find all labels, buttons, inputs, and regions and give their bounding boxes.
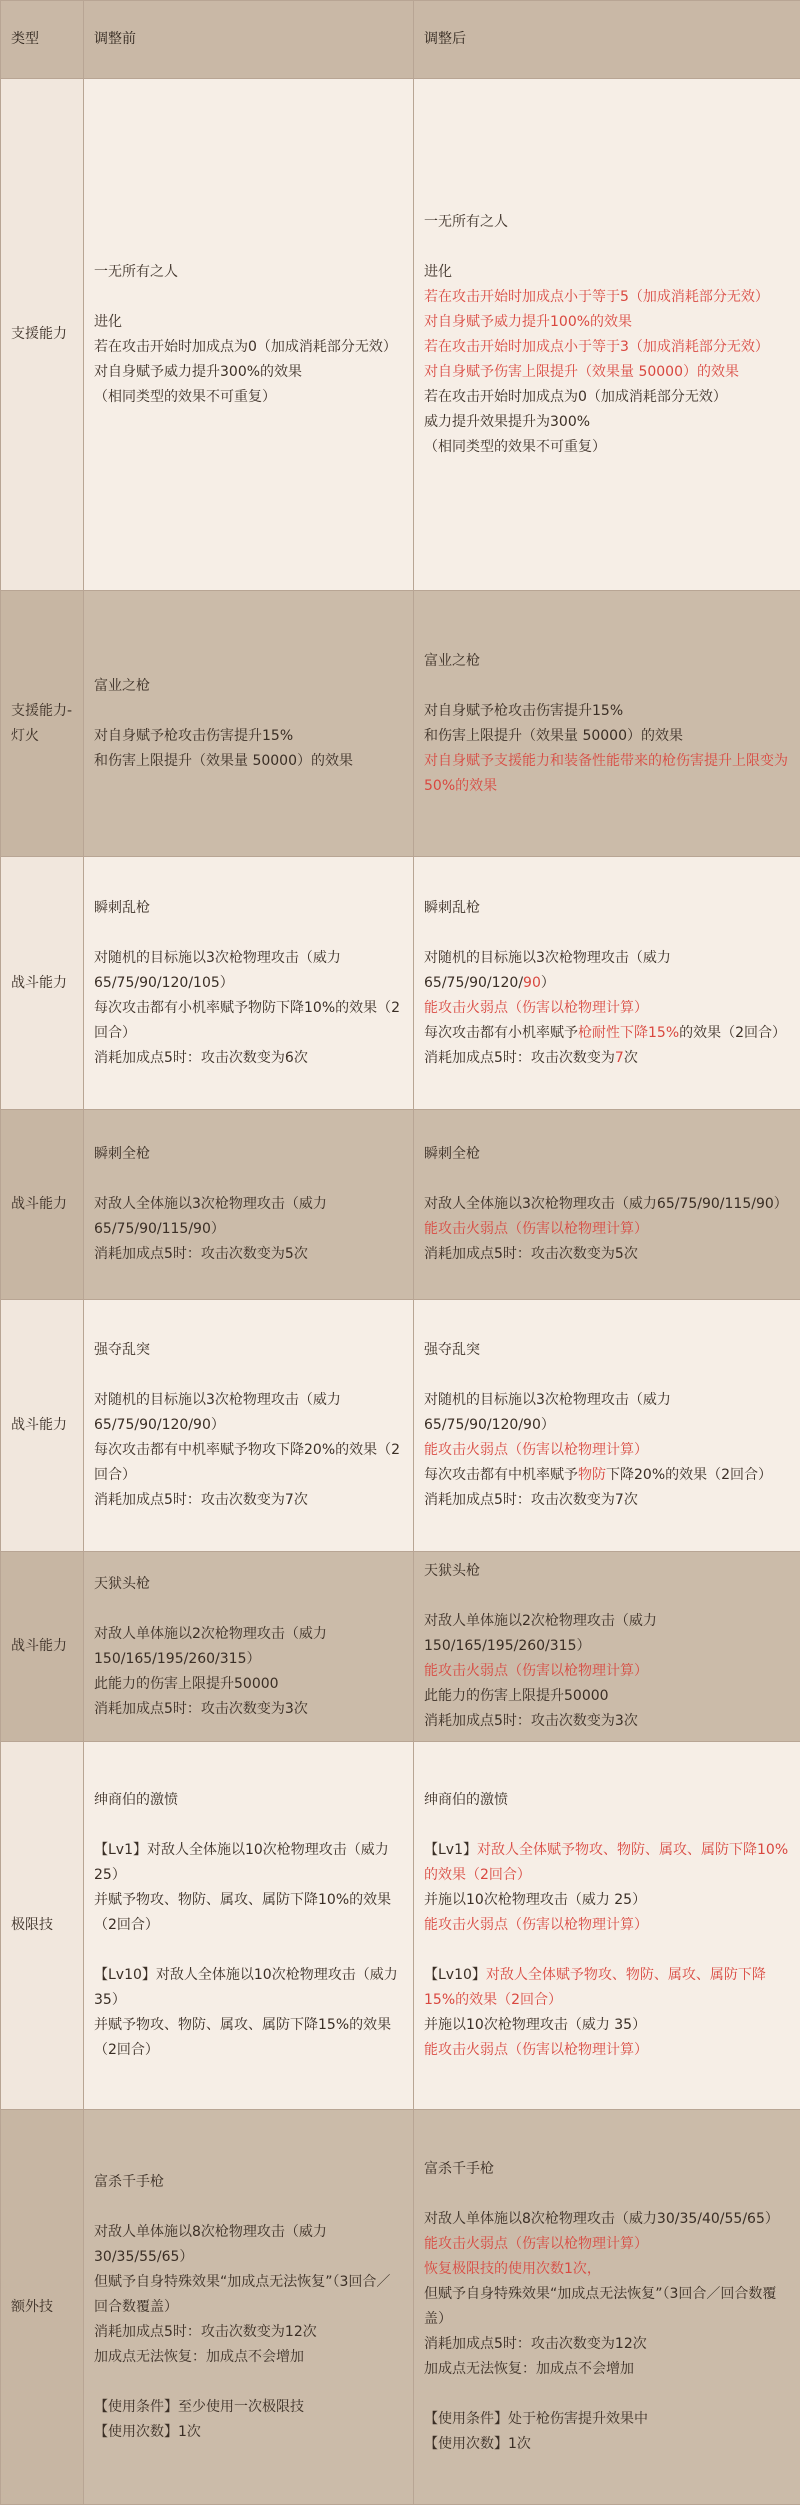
segment: 富杀千手枪	[424, 2161, 494, 2177]
table-row	[1, 1110, 800, 1300]
line	[424, 1963, 790, 2013]
segment: 【Lv10】	[424, 1967, 486, 1983]
line: 对自身赋予威力提升300%的效果	[94, 360, 403, 385]
after-cell	[414, 591, 800, 857]
line: 每次攻击都有小机率赋予物防下降10%的效果（2回合）	[94, 996, 403, 1046]
line	[424, 1463, 790, 1488]
segment: 【Lv1】	[424, 1842, 477, 1858]
line-changed: 对自身赋予伤害上限提升（效果量 50000）的效果	[424, 360, 790, 385]
before-cell	[84, 591, 414, 857]
line: 威力提升效果提升为300%	[424, 410, 790, 435]
line	[424, 2282, 790, 2332]
line	[424, 1659, 790, 1684]
line: 消耗加成点5时：攻击次数变为6次	[94, 1046, 403, 1071]
line	[424, 1788, 790, 1813]
line: 【使用条件】至少使用一次极限技	[94, 2395, 403, 2420]
line: 对敌人全体施以3次枪物理攻击（威力65/75/90/115/90）	[94, 1192, 403, 1242]
line-blank	[94, 1167, 403, 1192]
segment-changed: 能攻击火弱点（伤害以枪物理计算）	[424, 1000, 648, 1016]
line: 富杀千手枪	[94, 2170, 403, 2195]
line	[424, 1559, 790, 1584]
segment-changed: 能攻击火弱点（伤害以枪物理计算）	[424, 2236, 648, 2252]
line: 消耗加成点5时：攻击次数变为7次	[94, 1488, 403, 1513]
line	[424, 1888, 790, 1913]
line-blank	[94, 2370, 403, 2395]
segment: 每次攻击都有中机率赋予	[424, 1467, 578, 1483]
line: 瞬刺全枪	[94, 1142, 403, 1167]
line	[424, 1838, 790, 1888]
after-cell	[414, 1552, 800, 1742]
header-after: 调整后	[414, 1, 800, 79]
segment: 消耗加成点5时：攻击次数变为3次	[424, 1713, 638, 1729]
segment: 并施以10次枪物理攻击（威力 25）	[424, 1892, 646, 1908]
before-cell	[84, 1552, 414, 1742]
after-cell	[414, 857, 800, 1110]
line: 进化	[94, 310, 403, 335]
header-type: 类型	[1, 1, 84, 79]
line: 若在攻击开始时加成点为0（加成消耗部分无效）	[424, 385, 790, 410]
after-cell	[414, 79, 800, 591]
segment-changed: 90	[523, 975, 541, 991]
line	[424, 2357, 790, 2382]
line	[424, 1388, 790, 1438]
line: 若在攻击开始时加成点为0（加成消耗部分无效）	[94, 335, 403, 360]
line	[424, 1217, 790, 1242]
line	[424, 1684, 790, 1709]
line-blank	[94, 1813, 403, 1838]
line-blank	[424, 1813, 790, 1838]
line-blank	[424, 921, 790, 946]
line: 消耗加成点5时：攻击次数变为3次	[94, 1697, 403, 1722]
line-changed: 对自身赋予威力提升100%的效果	[424, 310, 790, 335]
line: 一无所有之人	[424, 210, 790, 235]
line: 富业之枪	[94, 674, 403, 699]
table-row	[1, 1742, 800, 2110]
line	[424, 2038, 790, 2063]
segment-changed: 能攻击火弱点（伤害以枪物理计算）	[424, 1917, 648, 1933]
before-cell	[84, 857, 414, 1110]
line	[424, 996, 790, 1021]
line	[424, 2407, 790, 2432]
segment: 次	[624, 1050, 638, 1066]
after-cell	[414, 1110, 800, 1300]
segment: 对敌人全体施以3次枪物理攻击（威力65/75/90/115/90）	[424, 1196, 788, 1212]
segment: 下降20%的效果（2回合）	[606, 1467, 772, 1483]
table-row	[1, 1552, 800, 1742]
line: 【Lv1】对敌人全体施以10次枪物理攻击（威力 25）	[94, 1838, 403, 1888]
table-row	[1, 79, 800, 591]
segment-changed: 对敌人全体赋予物攻、物防、属攻、属防下降15%的效果（2回合）	[424, 1967, 766, 2008]
line-blank	[424, 2382, 790, 2407]
line	[424, 2432, 790, 2457]
line-blank	[94, 285, 403, 310]
line-changed: 对自身赋予支援能力和装备性能带来的枪伤害提升上限变为50%的效果	[424, 749, 790, 799]
before-cell	[84, 2110, 414, 2505]
line: 每次攻击都有中机率赋予物攻下降20%的效果（2回合）	[94, 1438, 403, 1488]
segment-changed: 物防	[578, 1467, 606, 1483]
segment: 但赋予自身特殊效果“加成点无法恢复”（3回合／回合数覆盖）	[424, 2286, 776, 2327]
segment-changed: 恢复极限技的使用次数1次，	[424, 2261, 601, 2277]
segment: 【使用条件】处于枪伤害提升效果中	[424, 2411, 648, 2427]
segment: 此能力的伤害上限提升50000	[424, 1688, 609, 1704]
segment: 天狱头枪	[424, 1563, 480, 1579]
segment: 每次攻击都有小机率赋予	[424, 1025, 578, 1041]
line	[424, 946, 790, 996]
segment: 对敌人单体施以8次枪物理攻击（威力30/35/40/55/65）	[424, 2211, 779, 2227]
line: 绅商伯的激愤	[94, 1788, 403, 1813]
line	[424, 1021, 790, 1046]
segment: ）	[541, 975, 555, 991]
line: 并赋予物攻、物防、属攻、属防下降10%的效果（2回合）	[94, 1888, 403, 1938]
line-blank	[94, 699, 403, 724]
before-cell	[84, 1300, 414, 1552]
line: 对随机的目标施以3次枪物理攻击（威力65/75/90/120/90）	[94, 1388, 403, 1438]
line: 强夺乱突	[94, 1338, 403, 1363]
segment-changed: 能攻击火弱点（伤害以枪物理计算）	[424, 1442, 648, 1458]
line: 一无所有之人	[94, 260, 403, 285]
line	[424, 2232, 790, 2257]
line: 对敌人单体施以8次枪物理攻击（威力30/35/55/65）	[94, 2220, 403, 2270]
table-row	[1, 2110, 800, 2505]
line-changed: 若在攻击开始时加成点小于等于3（加成消耗部分无效）	[424, 335, 790, 360]
line: 瞬刺乱枪	[94, 896, 403, 921]
segment: 的效果（2回合）	[679, 1025, 786, 1041]
line: 对随机的目标施以3次枪物理攻击（威力65/75/90/120/105）	[94, 946, 403, 996]
table-row	[1, 1300, 800, 1552]
segment: 加成点无法恢复：加成点不会增加	[424, 2361, 634, 2377]
segment: 消耗加成点5时：攻击次数变为	[424, 1050, 615, 1066]
type-cell: 战斗能力	[1, 1300, 84, 1552]
segment-changed: 能攻击火弱点（伤害以枪物理计算）	[424, 1663, 648, 1679]
line: 天狱头枪	[94, 1572, 403, 1597]
segment: 【使用次数】1次	[424, 2436, 531, 2452]
line-blank	[424, 1584, 790, 1609]
type-cell: 额外技	[1, 2110, 84, 2505]
line: 进化	[424, 260, 790, 285]
table-row	[1, 591, 800, 857]
line-changed: 若在攻击开始时加成点小于等于5（加成消耗部分无效）	[424, 285, 790, 310]
line-blank	[94, 921, 403, 946]
segment: 对随机的目标施以3次枪物理攻击（威力65/75/90/120/	[424, 950, 671, 991]
line: 【使用次数】1次	[94, 2420, 403, 2445]
line: 对敌人单体施以2次枪物理攻击（威力150/165/195/260/315）	[94, 1622, 403, 1672]
segment-changed: 能攻击火弱点（伤害以枪物理计算）	[424, 1221, 648, 1237]
segment-changed: 7	[615, 1050, 624, 1066]
header-before: 调整前	[84, 1, 414, 79]
line	[424, 1438, 790, 1463]
line: 对自身赋予枪攻击伤害提升15%	[94, 724, 403, 749]
segment-changed: 对敌人全体赋予物攻、物防、属攻、属防下降10%的效果（2回合）	[424, 1842, 788, 1883]
line: 富业之枪	[424, 649, 790, 674]
line-blank	[94, 1597, 403, 1622]
line	[424, 1142, 790, 1167]
segment-changed: 枪耐性下降15%	[578, 1025, 679, 1041]
line-blank	[94, 2195, 403, 2220]
line: 消耗加成点5时：攻击次数变为12次	[94, 2320, 403, 2345]
line: 和伤害上限提升（效果量 50000）的效果	[94, 749, 403, 774]
line	[424, 1046, 790, 1071]
line	[424, 2332, 790, 2357]
after-cell	[414, 1300, 800, 1552]
line	[424, 1242, 790, 1267]
line: 并赋予物攻、物防、属攻、属防下降15%的效果（2回合）	[94, 2013, 403, 2063]
type-cell: 战斗能力	[1, 1110, 84, 1300]
line: （相同类型的效果不可重复）	[94, 385, 403, 410]
line-blank	[94, 1363, 403, 1388]
line	[424, 896, 790, 921]
line: 和伤害上限提升（效果量 50000）的效果	[424, 724, 790, 749]
line	[424, 2013, 790, 2038]
segment-changed: 能攻击火弱点（伤害以枪物理计算）	[424, 2042, 648, 2058]
line	[424, 1913, 790, 1938]
segment: 瞬刺乱枪	[424, 900, 480, 916]
line	[424, 1609, 790, 1659]
line	[424, 2207, 790, 2232]
line-blank	[424, 1938, 790, 1963]
before-cell	[84, 79, 414, 591]
line-blank	[424, 2182, 790, 2207]
segment: 强夺乱突	[424, 1342, 480, 1358]
segment: 消耗加成点5时：攻击次数变为7次	[424, 1492, 638, 1508]
line-blank	[94, 1938, 403, 1963]
header-row	[1, 1, 800, 79]
segment: 绅商伯的激愤	[424, 1792, 508, 1808]
segment: 对随机的目标施以3次枪物理攻击（威力65/75/90/120/90）	[424, 1392, 671, 1433]
type-cell: 支援能力-灯火	[1, 591, 84, 857]
segment: 瞬刺全枪	[424, 1146, 480, 1162]
line	[424, 2257, 790, 2282]
segment: 消耗加成点5时：攻击次数变为5次	[424, 1246, 638, 1262]
segment: 消耗加成点5时：攻击次数变为12次	[424, 2336, 647, 2352]
line	[424, 1338, 790, 1363]
line	[424, 1192, 790, 1217]
type-cell: 极限技	[1, 1742, 84, 2110]
segment: 并施以10次枪物理攻击（威力 35）	[424, 2017, 646, 2033]
after-cell	[414, 1742, 800, 2110]
line: （相同类型的效果不可重复）	[424, 435, 790, 460]
line: 加成点无法恢复：加成点不会增加	[94, 2345, 403, 2370]
line: 【Lv10】对敌人全体施以10次枪物理攻击（威力 35）	[94, 1963, 403, 2013]
table-row	[1, 857, 800, 1110]
line: 但赋予自身特殊效果“加成点无法恢复”（3回合／回合数覆盖）	[94, 2270, 403, 2320]
segment: 对敌人单体施以2次枪物理攻击（威力150/165/195/260/315）	[424, 1613, 657, 1654]
line-blank	[424, 235, 790, 260]
line-blank	[424, 1167, 790, 1192]
line: 此能力的伤害上限提升50000	[94, 1672, 403, 1697]
after-cell	[414, 2110, 800, 2505]
line	[424, 1709, 790, 1734]
line-blank	[424, 1363, 790, 1388]
line: 消耗加成点5时：攻击次数变为5次	[94, 1242, 403, 1267]
type-cell: 战斗能力	[1, 857, 84, 1110]
before-cell	[84, 1110, 414, 1300]
type-cell: 战斗能力	[1, 1552, 84, 1742]
line: 对自身赋予枪攻击伤害提升15%	[424, 699, 790, 724]
line	[424, 1488, 790, 1513]
before-cell	[84, 1742, 414, 2110]
type-cell: 支援能力	[1, 79, 84, 591]
line-blank	[424, 674, 790, 699]
line	[424, 2157, 790, 2182]
